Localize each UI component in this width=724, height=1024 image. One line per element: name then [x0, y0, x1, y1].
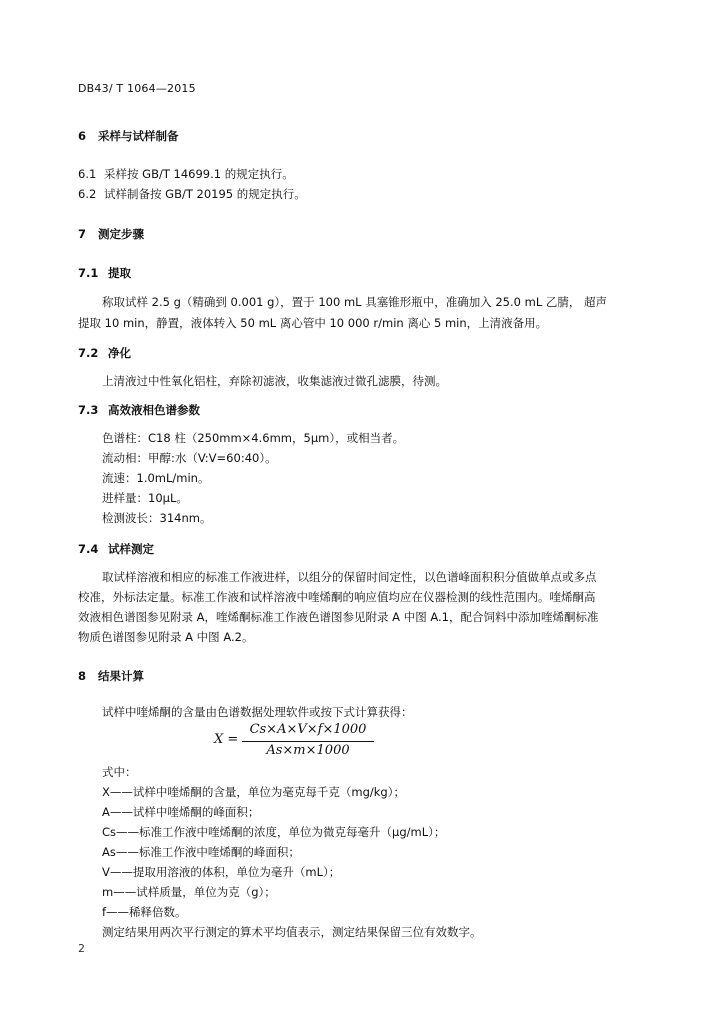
subsection-title: 净化 [108, 346, 131, 360]
variable-definition: Cs——标准工作液中喹烯酮的浓度，单位为微克每毫升（μg/mL）； [102, 825, 446, 839]
paragraph-line: 效液相色谱图参见附录 A，喹烯酮标准工作液色谱图参见附录 A 中图 A.1，配合饲料中添加喹烯酮标准 [78, 610, 599, 624]
clause-6-2 [78, 186, 306, 202]
subsection-title: 试样测定 [108, 542, 154, 556]
formula-lhs: X = [214, 732, 239, 747]
section-number: 6 [78, 129, 87, 143]
parameter-line: 流动相：甲醇:水（V:V=60:40）。 [102, 451, 277, 465]
section-7-heading [78, 226, 144, 242]
subsection-number: 7.1 [78, 266, 99, 280]
page-number: 2 [78, 942, 85, 955]
clause-number: 6.1 [78, 167, 97, 181]
variable-definition: As——标准工作液中喹烯酮的峰面积； [102, 845, 300, 859]
parameter-line: 检测波长：314nm。 [102, 511, 212, 525]
clause-text: 试样制备按 GB/T 20195 的规定执行。 [104, 187, 306, 201]
section-title: 采样与试样制备 [98, 129, 179, 143]
paragraph-line: 物质色谱图参见附录 A 中图 A.2。 [78, 630, 254, 644]
subsection-7-3-heading [78, 402, 200, 418]
result-statement: 测定结果用两次平行测定的算术平均值表示，测定结果保留三位有效数字。 [102, 925, 482, 939]
fraction-bar [242, 741, 374, 742]
subsection-7-1-heading [78, 265, 131, 281]
where-label: 式中： [102, 765, 137, 779]
paragraph-line: 提取 10 min，静置，液体转入 50 mL 离心管中 10 000 r/min 离心 5 min，上清液备用。 [78, 316, 548, 330]
formula-numerator: Cs×A×V×f×1000 [249, 722, 367, 737]
section-8-heading [78, 668, 144, 684]
variable-definition: V——提取用溶液的体积，单位为毫升（mL）； [102, 865, 341, 879]
subsection-number: 7.2 [78, 346, 99, 360]
subsection-number: 7.4 [78, 542, 99, 556]
formula-intro: 试样中喹烯酮的含量由色谱数据处理软件或按下式计算获得： [102, 705, 413, 719]
subsection-title: 高效液相色谱参数 [108, 403, 200, 417]
document-code-header: DB43/ T 1064—2015 [78, 82, 196, 95]
section-number: 7 [78, 227, 87, 241]
variable-definition: f——稀释倍数。 [102, 905, 187, 919]
section-6-heading [78, 128, 179, 144]
subsection-title: 提取 [108, 266, 131, 280]
subsection-number: 7.3 [78, 403, 99, 417]
paragraph-line: 称取试样 2.5 g（精确到 0.001 g），置于 100 mL 具塞锥形瓶中，准确加入 25.0 mL 乙腈， 超声 [102, 295, 608, 309]
variable-definition: X——试样中喹烯酮的含量，单位为毫克每千克（mg/kg）； [102, 785, 405, 799]
formula [214, 722, 374, 760]
clause-6-1 [78, 166, 294, 182]
variable-definition: A——试样中喹烯酮的峰面积； [102, 805, 260, 819]
subsection-7-2-heading [78, 345, 131, 361]
paragraph-line: 上清液过中性氧化铝柱，弃除初滤液，收集滤液过微孔滤膜，待测。 [102, 374, 447, 388]
clause-number: 6.2 [78, 187, 97, 201]
variable-definition: m——试样质量，单位为克（g）； [102, 885, 276, 899]
subsection-7-4-heading [78, 541, 154, 557]
paragraph-line: 取试样溶液和相应的标准工作液进样，以组分的保留时间定性，以色谱峰面积积分值做单点或多点 [102, 570, 597, 584]
paragraph-line: 校准，外标法定量。标准工作液和试样溶液中喹烯酮的响应值均应在仪器检测的线性范围内。喹烯酮高 [78, 590, 596, 604]
formula-denominator: As×m×1000 [266, 743, 350, 758]
clause-text: 采样按 GB/T 14699.1 的规定执行。 [104, 167, 294, 181]
section-number: 8 [78, 669, 87, 683]
parameter-line: 进样量：10μL。 [102, 491, 188, 505]
parameter-line: 色谱柱：C18 柱（250mm×4.6mm，5μm），或相当者。 [102, 431, 405, 445]
section-title: 测定步骤 [98, 227, 144, 241]
section-title: 结果计算 [98, 669, 144, 683]
parameter-line: 流速：1.0mL/min。 [102, 471, 210, 485]
